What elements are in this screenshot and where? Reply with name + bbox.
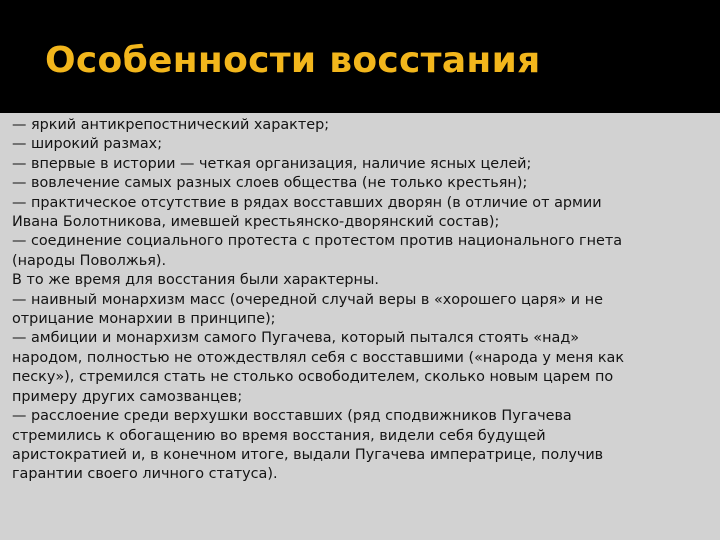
body-line: — расслоение среди верхушки восставших (ряд сподвижников Пугачева: [12, 408, 572, 425]
body-line: — практическое отсутствие в рядах восставших дворян (в отличие от армии: [12, 194, 602, 211]
body-line: — наивный монархизм масс (очередной случай веры в «хорошего царя» и не: [12, 291, 603, 308]
body-line: стремились к обогащению во время восстания, видели себя будущей: [12, 427, 546, 444]
body-line: — впервые в истории — четкая организация, наличие ясных целей;: [12, 155, 532, 172]
body-line: Ивана Болотникова, имевшей крестьянско-дворянский состав);: [12, 214, 500, 231]
body-line: — яркий антикрепостнический характер;: [12, 117, 330, 133]
body-line: — широкий размах;: [12, 136, 163, 153]
body-line: песку»), стремился стать не столько освободителем, сколько новым царем по: [12, 369, 614, 386]
body-line: В то же время для восстания были характерны.: [12, 272, 379, 289]
body-line: отрицание монархии в принципе);: [12, 311, 276, 328]
title-bar: [0, 0, 720, 113]
body-line: — соединение социального протеста с протестом против национального гнета: [12, 233, 623, 250]
body-line: гарантии своего личного статуса).: [12, 466, 278, 483]
slide-body: [12, 116, 702, 485]
body-line: аристократией и, в конечном итоге, выдали Пугачева императрице, получив: [12, 446, 604, 463]
body-line: (народы Поволжья).: [12, 252, 167, 269]
body-line: народом, полностью не отождествлял себя с восставшими («народа у меня как: [12, 349, 625, 366]
body-line: — амбиции и монархизм самого Пугачева, который пытался стоять «над»: [12, 330, 580, 347]
body-line: примеру других самозванцев;: [12, 388, 243, 405]
body-line: — вовлечение самых разных слоев общества (не только крестьян);: [12, 175, 528, 192]
slide-title: Особенности восстания: [45, 40, 541, 81]
